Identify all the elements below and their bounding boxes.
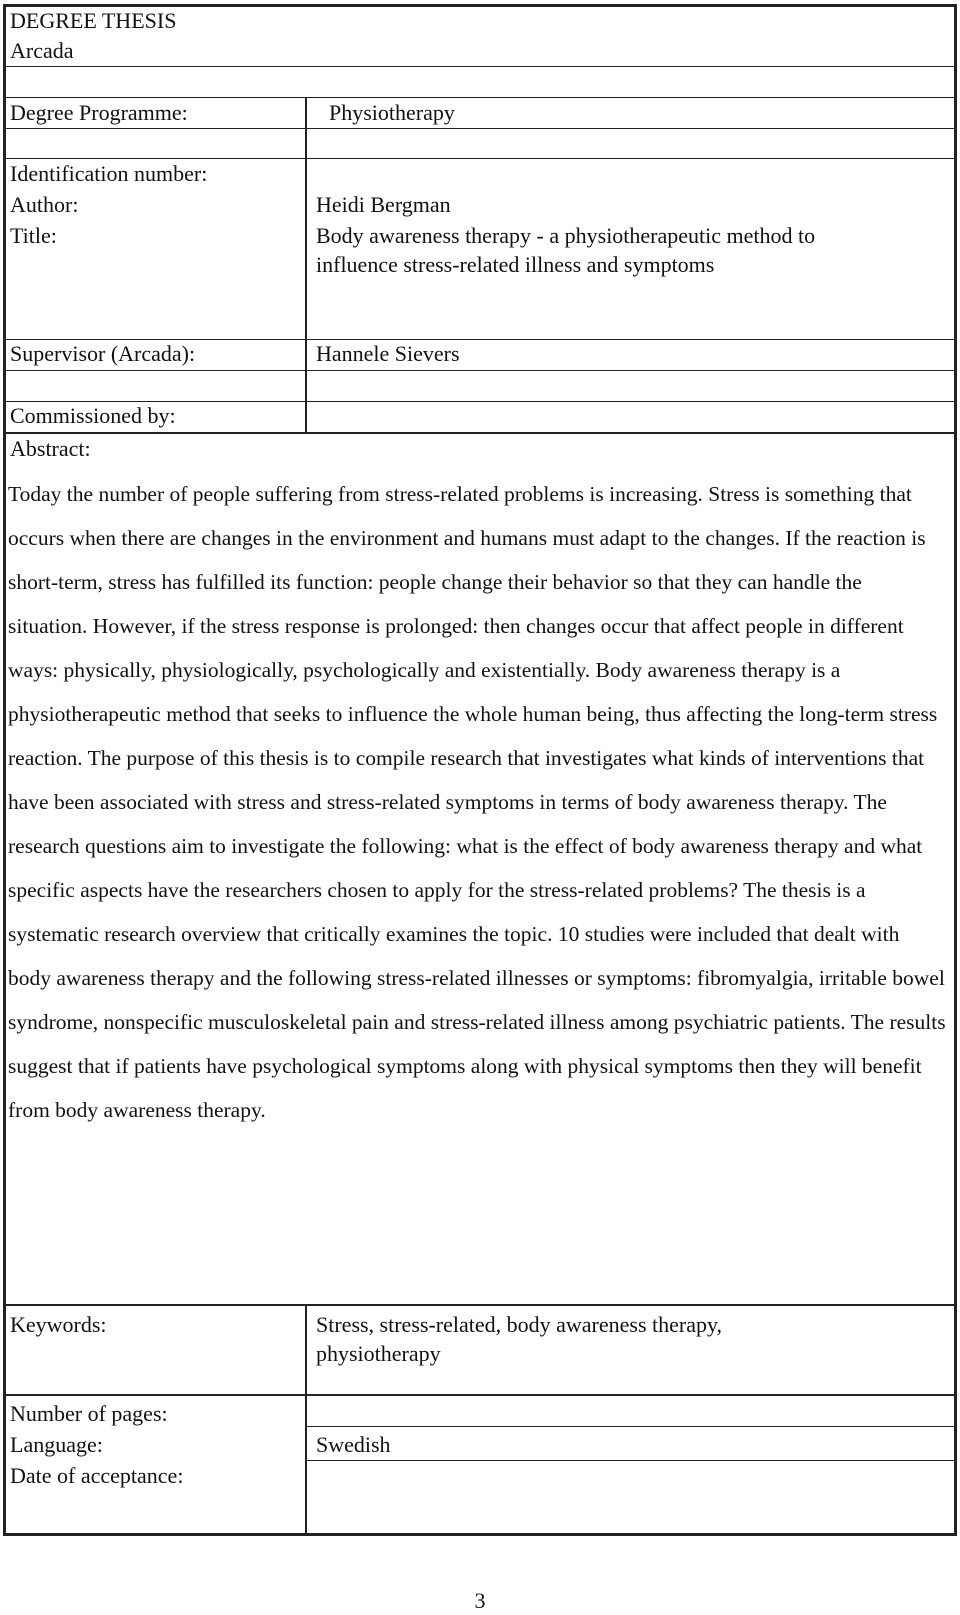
column-divider (305, 97, 307, 434)
row-divider (3, 370, 957, 371)
abstract-top-rule (3, 432, 957, 434)
language-label: Language: (10, 1432, 103, 1457)
commissioned-by-label: Commissioned by: (10, 403, 176, 428)
title-label: Title: (10, 223, 57, 248)
document-title: DEGREE THESIS (10, 8, 177, 33)
supervisor-label: Supervisor (Arcada): (10, 341, 196, 366)
row-divider (3, 1394, 957, 1396)
row-divider (305, 1460, 957, 1461)
border-bottom (3, 1533, 957, 1536)
title-value-line2: influence stress-related illness and symptoms (316, 252, 715, 277)
keywords-value-line1: Stress, stress-related, body awareness therapy, (316, 1312, 723, 1337)
institution-name: Arcada (10, 38, 74, 63)
row-divider (3, 128, 957, 129)
page-number: 3 (474, 1588, 486, 1613)
border-left (3, 4, 6, 1536)
keywords-value-line2: physiotherapy (316, 1341, 441, 1366)
supervisor-value: Hannele Sievers (316, 341, 460, 366)
border-right (954, 4, 957, 1536)
keywords-label: Keywords: (10, 1312, 107, 1337)
language-value: Swedish (316, 1432, 391, 1457)
degree-programme-label: Degree Programme: (10, 100, 188, 125)
degree-programme-value: Physiotherapy (329, 100, 455, 125)
title-value-line1: Body awareness therapy - a physiotherapeutic method to (316, 223, 816, 248)
number-of-pages-label: Number of pages: (10, 1401, 168, 1426)
row-divider (305, 1426, 957, 1427)
date-of-acceptance-label: Date of acceptance: (10, 1463, 184, 1488)
author-label: Author: (10, 192, 79, 217)
abstract-text: Today the number of people suffering from stress-related problems is increasing. Stress is something that occurs when there are changes in the environment and humans must adapt to the changes. If the reaction is short-term, stress has fulfilled its function: people change their behavior so that they can handle the situation. However, if the stress response is prolonged: then changes occur that affect people in different ways: physically, physiologically, psychologically and existentially. Body awareness therapy is a physiotherapeutic method that seeks to influence the whole human being, thus affecting the long-term stress reaction. The purpose of this thesis is to compile research that investigates what kinds of interventions that have been associated with stress and stress-related symptoms in terms of body awareness therapy. The research questions aim to investigate the following: what is the effect of body awareness therapy and what specific aspects have the researchers chosen to apply for the stress-related problems? The thesis is a systematic research overview that critically examines the topic. 10 studies were included that dealt with body awareness therapy and the following stress-related illnesses or symptoms: fibromyalgia, irritable bowel syndrome, nonspecific musculoskeletal pain and stress-related illness among psychiatric patients. The results suggest that if patients have psychological symptoms along with physical symptoms then they will benefit from body awareness therapy. (8, 482, 946, 1122)
abstract-label: Abstract: (10, 436, 91, 461)
row-divider (3, 66, 957, 67)
abstract-bottom-rule (3, 1304, 957, 1306)
column-divider (305, 1304, 307, 1535)
author-value: Heidi Bergman (316, 192, 451, 217)
identification-number-label: Identification number: (10, 161, 208, 186)
